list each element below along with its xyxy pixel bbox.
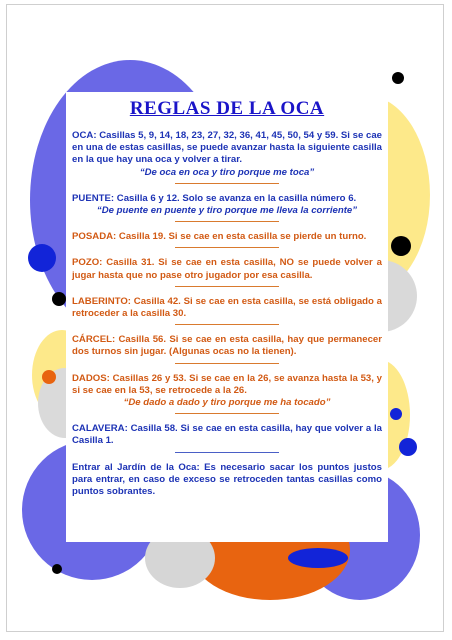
- decor-dot-black-top-right: [392, 72, 404, 84]
- page-title: REGLAS DE LA OCA: [129, 98, 325, 119]
- rule-jardin: Entrar al Jardín de la Oca: Es necesario sacar los puntos justos para entrar, en caso de exceso se retroceden tantas casillas como puntos sobrantes.: [72, 461, 382, 498]
- rule-calavera: CALAVERA: Casilla 58. Si se cae en esta casilla, hay que volver a la Casilla 1.: [72, 423, 383, 447]
- quote-puente: “De puente en puente y tiro porque me lleva la corriente”: [96, 205, 358, 217]
- decor-dot-orange-left: [42, 370, 56, 384]
- rule-puente: PUENTE: Casilla 6 y 12. Solo se avanza en la casilla número 6.: [72, 192, 357, 204]
- separator: [175, 247, 279, 248]
- decor-dot-black-left: [52, 292, 66, 306]
- decor-dot-black-right: [391, 236, 411, 256]
- quote-dados: “De dado a dado y tiro porque me ha tocado”: [123, 397, 331, 409]
- rule-posada: POSADA: Casilla 19. Si se cae en esta casilla se pierde un turno.: [72, 231, 367, 243]
- separator: [175, 183, 279, 184]
- separator: [175, 363, 279, 364]
- rule-pozo: POZO: Casilla 31. Si se cae en esta casilla, NO se puede volver a jugar hasta que no pase otro jugador por esa casilla.: [72, 257, 382, 281]
- decor-dot-blue-left: [28, 244, 56, 272]
- separator: [175, 221, 279, 222]
- separator: [175, 286, 279, 287]
- rule-oca: OCA: Casillas 5, 9, 14, 18, 23, 27, 32, 36, 41, 45, 50, 54 y 59. Si se cae en una de estas casillas, se puede avanzar hasta la siguiente casilla en la que hay una oca y volver a tirar.: [72, 130, 382, 166]
- decor-dot-blue-right: [399, 438, 417, 456]
- separator: [175, 324, 279, 325]
- separator: [175, 452, 279, 453]
- rule-laberinto: LABERINTO: Casilla 42. Si se cae en esta casilla, se está obligado a retroceder a la casilla 30.: [72, 295, 382, 320]
- decor-dot-black-bottom-left: [52, 564, 62, 574]
- decor-dot-blue-right-small: [390, 408, 402, 420]
- rule-carcel: CÁRCEL: Casilla 56. Si se cae en esta casilla, hay que permanecer dos turnos sin jugar. (Algunas ocas no la tienen).: [72, 334, 382, 358]
- rule-dados: DADOS: Casillas 26 y 53. Si se cae en la 26, se avanza hasta la 53, y si se cae en la 53, se retrocede a la 26.: [72, 372, 382, 396]
- separator: [175, 413, 279, 414]
- rules-panel: [66, 92, 388, 542]
- decor-dot-blue-bottom: [288, 548, 348, 568]
- quote-oca: “De oca en oca y tiro porque me toca”: [139, 166, 315, 178]
